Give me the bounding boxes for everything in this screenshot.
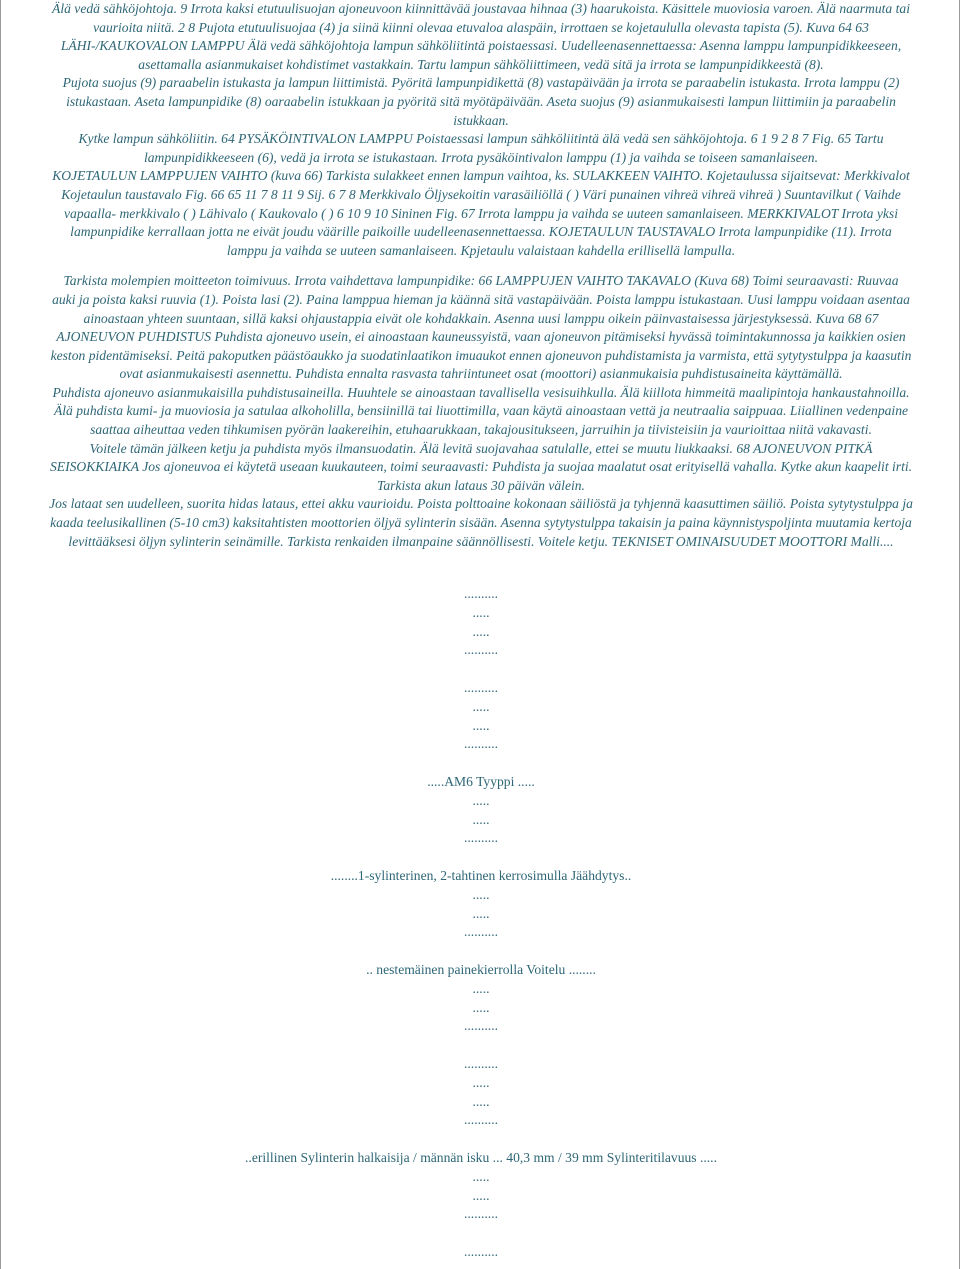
text-line: levittääksesi öljyn sylinterin seinämille. Tarkista renkaiden ilmanpaine säännöllisesti. Voitele ketju. TEKNISET OMINAISUUDET MOOTTORI Malli.... bbox=[68, 533, 894, 549]
text-line: vapaalla- merkkivalo ( ) Lähivalo ( Kaukovalo ( ) 6 10 9 10 Sininen Fig. 67 Irrota lamppu ja vaihda se uuteen samanlaiseen. MERKKIVALOT Irrota yksi bbox=[63, 205, 898, 221]
text-line: Kytke lampun sähköliitin. 64 PYSÄKÖINTIVALON LAMPPU Poistaessasi lampun sähköliitintä älä vedä sen sähköjohtoja. 6 1 9 2 8 7 Fig. 65 Tartu bbox=[78, 131, 884, 147]
spec-line: .......... bbox=[464, 642, 498, 658]
spec-line: ..... bbox=[472, 1074, 490, 1090]
spec-line: ........1-sylinterinen, 2-tahtinen kerrosimulla Jäähdytys.. bbox=[330, 867, 632, 883]
text-line: istukastaan. Aseta lampunpidike (8) oaraabelin istukkaan ja pyöritä sitä myötäpäivään. Aseta suojus (9) asianmukaisesti lampun liittimiin ja paraabelin bbox=[66, 93, 896, 109]
spec-line: .......... bbox=[464, 1055, 498, 1071]
text-line: lampunpidikkeeseen (6), vedä ja irrota se istukastaan. Irrota pysäköintivalon lamppu (1) ja vaihda se toiseen samanlaiseen. bbox=[143, 149, 819, 165]
body-text bbox=[5, 0, 957, 551]
spec-line: .......... bbox=[464, 1206, 498, 1222]
text-line: saattaa aiheuttaa veden tihkumisen pyörän laakereihin, etuhaarukkaan, takajousitukseen, jarruihin ja tiivisteisiin ja vaurioittaa niitä vakavasti. bbox=[90, 422, 872, 438]
spec-line: ..... bbox=[472, 792, 490, 808]
text-line: Tarkista akun lataus 30 päivän välein. bbox=[377, 477, 585, 493]
spec-line: ..... bbox=[472, 886, 490, 902]
spec-line: ..... bbox=[472, 1187, 490, 1203]
blank-line bbox=[1, 1036, 960, 1055]
text-line: Älä puhdista kumi- ja muoviosia ja satulaa alkoholilla, bensiinillä tai liuottimilla, vaan käytä ainoastaan vettä ja neutraalia saippuaa. Liiallinen vedenpaine bbox=[53, 403, 909, 419]
text-line: Pujota suojus (9) paraabelin istukasta ja lampun liittimistä. Pyöritä lampunpidikettä (8) vastapäivään ja irrota se paraabelin istukasta. Irrota lamppu (2) bbox=[62, 75, 900, 91]
spec-line: .......... bbox=[464, 679, 498, 695]
spec-line: .....AM6 Tyyppi ..... bbox=[427, 773, 535, 789]
spec-line: ..... bbox=[472, 999, 490, 1015]
text-line: Tarkista molempien moitteeton toimivuus. Irrota vaihdettava lampunpidike: 66 LAMPPUJEN VAIHTO TAKAVALO (Kuva 68) Toimi seuraavasti: Ruuvaa bbox=[63, 273, 899, 289]
spec-list bbox=[1, 585, 960, 1262]
spec-line: .......... bbox=[464, 1112, 498, 1128]
text-line: ovat asianmukaisesti asennettu. Puhdista ennalta rasvasta tahriintuneet osat (moottori) asianmukaisia puhdistusaineita käyttämällä. bbox=[119, 366, 843, 382]
spec-line: ..... bbox=[472, 623, 490, 639]
text-line: KOJETAULUN LAMPPUJEN VAIHTO (kuva 66) Tarkista sulakkeet ennen lampun vaihtoa, ks. SULAKKEEN VAIHTO. Kojetaulussa sijaitsevat: Merkkivalot bbox=[52, 168, 910, 184]
spec-line: .......... bbox=[464, 924, 498, 940]
blank-line bbox=[1, 754, 960, 773]
blank-line bbox=[1, 848, 960, 867]
text-line: lamppu ja vaihda se uuteen samanlaiseen. Kpjetaulu valaistaan kahdella erillisellä lampulla. bbox=[226, 242, 736, 258]
spec-line: ..... bbox=[472, 604, 490, 620]
text-line: vaurioita niitä. 2 8 Pujota etutuulisuojaa (4) ja siinä kiinni olevaa etuvaloa alaspäin, irrottaen se kojetaululla olevasta tapista (5). Kuva 64 63 bbox=[93, 19, 869, 35]
text-line: keston pidentämiseksi. Peitä pakoputken päästöaukko ja suodatinlaatikon imuaukot ennen ajoneuvon puhdistamista ja varmista, että sytytystulppa ja kaasutin bbox=[50, 347, 912, 363]
text-line: kaada teelusikallinen (5-10 cm3) kaksitahtisten moottorien öljyä sylinterin sisään. Asenna sytytystulppa takaisin ja paina käynnistyspoljinta muutamia kertoja bbox=[50, 515, 912, 531]
text-line: Puhdista ajoneuvo asianmukaisilla puhdistusaineilla. Huuhtele se ainoastaan tavallisella vesisuihkulla. Älä kiillota himmeitä maalipintoja hankaustahnoilla. bbox=[52, 384, 910, 400]
spec-line: ..... bbox=[472, 980, 490, 996]
text-line: AJONEUVON PUHDISTUS Puhdista ajoneuvo usein, ei ainoastaan kauneussyistä, vaan ajoneuvon pitämiseksi hyvässä toimintakunnossa ja kaikkien osien bbox=[56, 329, 906, 345]
spec-line: .......... bbox=[464, 830, 498, 846]
text-line: Älä vedä sähköjohtoja. 9 Irrota kaksi etutuulisuojan ajoneuvoon kiinnittävää joustavaa hihnaa (3) haarukoista. Käsittele muoviosia varoen. Älä naarmuta tai bbox=[52, 1, 910, 16]
blank-line bbox=[5, 260, 957, 272]
spec-line: .......... bbox=[464, 736, 498, 752]
spec-line: ..... bbox=[472, 717, 490, 733]
spec-line: ..erillinen Sylinterin halkaisija / männän isku ... 40,3 mm / 39 mm Sylinteritilavuus ..... bbox=[245, 1149, 717, 1165]
text-line: ainoastaan yhteen suuntaan, sillä kaksi ohjaustappia eivät ole kohdakkain. Asenna uusi lamppu oikein päinvastaisessa järjestyksessä. Kuva 68 67 bbox=[83, 310, 879, 326]
spec-line: ..... bbox=[472, 698, 490, 714]
text-line: LÄHI-/KAUKOVALON LAMPPU Älä vedä sähköjohtoja lampun sähköliitintä poistaessasi. Uudelleenasennettaessa: Asenna lamppu lampunpidikkeeseen, bbox=[60, 38, 902, 54]
text-line: Jos lataat sen uudelleen, suorita hidas lataus, ettei akku vaurioidu. Poista polttoaine kokonaan säiliöstä ja tyhjennä kaasuttimen säiliö. Poista sytytystulppa ja bbox=[49, 496, 913, 512]
text-line: istukkaan. bbox=[453, 112, 509, 128]
spec-line: .......... bbox=[464, 1243, 498, 1259]
blank-line bbox=[1, 660, 960, 679]
spec-line: .......... bbox=[464, 1018, 498, 1034]
text-line: Voitele tämän jälkeen ketju ja puhdista myös ilmansuodatin. Älä levitä suojavahaa satulalle, ettei se muutu liukkaaksi. 68 AJONEUVON PITKÄ bbox=[89, 440, 873, 456]
spec-line: ..... bbox=[472, 905, 490, 921]
spec-line: .......... bbox=[464, 586, 498, 601]
spec-line: ..... bbox=[472, 1093, 490, 1109]
blank-line bbox=[1, 942, 960, 961]
blank-line bbox=[1, 1130, 960, 1149]
text-line: Kojetaulun taustavalo Fig. 66 65 11 7 8 11 9 Sij. 6 7 8 Merkkivalo Öljysekoitin varasäiliöllä ( ) Väri punainen vihreä vihreä vihreä ) Suuntavilkut ( Vaihde bbox=[61, 186, 901, 202]
spec-line: .. nestemäinen painekierrolla Voitelu ........ bbox=[366, 961, 596, 977]
spec-line: ..... bbox=[472, 811, 490, 827]
spec-line: ..... bbox=[472, 1168, 490, 1184]
text-line: auki ja poista kaksi ruuvia (1). Poista lasi (2). Paina lamppua hieman ja käännä sitä vastapäivään. Poista lamppu istukastaan. Uusi lamppu voidaan asentaa bbox=[52, 291, 910, 307]
blank-line bbox=[1, 1224, 960, 1243]
text-line: asettamalla asianmukaiset kohdistimet vastakkain. Tartu lampun sähköliittimeen, vedä sitä ja irrota se lampunpidikkeestä (8). bbox=[138, 56, 824, 72]
text-line: SEISOKKIAIKA Jos ajoneuvoa ei käytetä useaan kuukauteen, toimi seuraavasti: Puhdista ja suojaa maalatut osat erityisellä vahalla. Kytke akun kaapelit irti. bbox=[49, 459, 913, 475]
text-line: lampunpidike kerrallaan jotta ne eivät joudu väärille paikoille uudelleenasennettaessa. KOJETAULUN TAUSTAVALO Irrota lampunpidike (11). Irrota bbox=[70, 224, 892, 240]
